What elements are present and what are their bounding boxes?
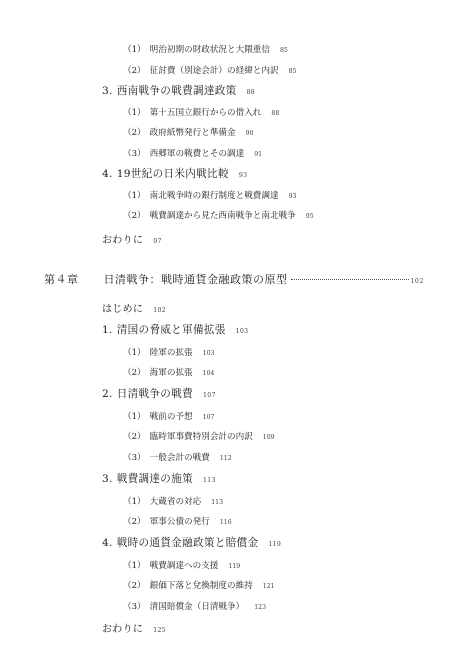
page-number: 102 bbox=[153, 307, 166, 314]
toc-subitem[interactable] bbox=[123, 579, 275, 591]
subitem-title: 明治初期の財政状況と大隈重信 bbox=[149, 45, 270, 55]
page-number: 91 bbox=[254, 151, 263, 158]
page-number: 109 bbox=[262, 434, 275, 441]
section-title: 戦時の通貨金融政策と賠償金 bbox=[116, 537, 259, 549]
subitem-title: 戦費調達への支援 bbox=[149, 561, 219, 571]
intro-title: はじめに bbox=[102, 304, 144, 315]
subitem-number: （3） bbox=[123, 149, 146, 159]
toc-closing[interactable] bbox=[102, 620, 166, 635]
subitem-number: （3） bbox=[123, 453, 146, 463]
subitem-title: 戦費調達から見た西南戦争と南北戦争 bbox=[149, 211, 296, 221]
toc-subitem[interactable] bbox=[123, 147, 262, 159]
closing-title: おわりに bbox=[102, 624, 144, 635]
toc-subitem[interactable] bbox=[123, 600, 266, 612]
subitem-number: （2） bbox=[123, 66, 146, 76]
section-number: 1. bbox=[102, 324, 113, 336]
toc-subitem[interactable] bbox=[123, 451, 232, 463]
chapter-title: 日清戦争：戦時通貨金融政策の原型 bbox=[103, 273, 288, 286]
subitem-title: 戦前の予想 bbox=[149, 412, 193, 422]
subitem-title: 征討費（別途会計）の経緯と内訳 bbox=[149, 66, 279, 76]
toc-subitem[interactable] bbox=[123, 43, 288, 55]
page-number: 88 bbox=[246, 89, 256, 96]
toc-section[interactable] bbox=[102, 166, 247, 181]
section-number: 4. bbox=[102, 168, 113, 180]
toc-subitem[interactable] bbox=[123, 346, 214, 358]
page-number: 107 bbox=[202, 414, 215, 421]
page-number: 119 bbox=[228, 563, 241, 570]
section-title: 戦費調達の施策 bbox=[116, 473, 193, 485]
chapter-label: 第４章 bbox=[44, 273, 79, 286]
toc-subitem[interactable] bbox=[123, 106, 279, 118]
toc-intro[interactable] bbox=[102, 300, 166, 315]
section-number: 2. bbox=[102, 388, 113, 400]
page-number: 104 bbox=[202, 370, 215, 377]
subitem-title: 西郷軍の戦費とその調達 bbox=[149, 149, 245, 159]
subitem-number: （2） bbox=[123, 517, 146, 527]
subitem-title: 政府紙幣発行と準備金 bbox=[149, 128, 236, 138]
toc-section[interactable] bbox=[102, 83, 255, 98]
subitem-title: 清国賠償金（日清戦争） bbox=[149, 602, 245, 612]
page-number: 112 bbox=[219, 455, 232, 462]
subitem-title: 一般会計の戦費 bbox=[149, 453, 210, 463]
subitem-title: 大蔵省の対応 bbox=[149, 497, 202, 507]
section-title: 清国の脅威と軍備拡張 bbox=[116, 324, 226, 336]
subitem-title: 軍事公債の発行 bbox=[149, 517, 210, 527]
subitem-title: 陸軍の拡張 bbox=[149, 348, 193, 358]
subitem-number: （1） bbox=[123, 497, 146, 507]
subitem-number: （1） bbox=[123, 108, 146, 118]
page-number: 85 bbox=[279, 47, 288, 54]
subitem-number: （1） bbox=[123, 191, 146, 201]
leader-dots bbox=[291, 278, 409, 280]
subitem-title: 海軍の拡張 bbox=[149, 368, 193, 378]
subitem-number: （1） bbox=[123, 45, 146, 55]
section-number: 3. bbox=[102, 473, 113, 485]
page-number: 119 bbox=[268, 541, 282, 548]
page-number: 125 bbox=[153, 627, 166, 634]
toc-subitem[interactable] bbox=[123, 126, 253, 138]
toc-subitem[interactable] bbox=[123, 64, 296, 76]
section-title: 19世紀の日米内戦比較 bbox=[116, 168, 229, 180]
page-number: 97 bbox=[153, 238, 162, 245]
subitem-number: （1） bbox=[123, 412, 146, 422]
page-number: 88 bbox=[271, 110, 280, 117]
toc-subitem[interactable] bbox=[123, 189, 296, 201]
page-number: 102 bbox=[410, 278, 424, 285]
page-number: 103 bbox=[235, 328, 249, 335]
toc-section[interactable] bbox=[102, 471, 216, 486]
toc-subitem[interactable] bbox=[123, 209, 314, 221]
page-number: 93 bbox=[288, 193, 297, 200]
toc-subitem[interactable] bbox=[123, 559, 240, 571]
subitem-title: 銀価下落と兌換制度の維持 bbox=[149, 581, 253, 591]
toc-section[interactable] bbox=[102, 322, 248, 337]
subitem-title: 南北戦争時の銀行制度と戦費調達 bbox=[149, 191, 279, 201]
subitem-title: 臨時軍事費特別会計の内訳 bbox=[149, 432, 253, 442]
subitem-number: （1） bbox=[123, 348, 146, 358]
toc-subitem[interactable] bbox=[123, 366, 214, 378]
subitem-title: 第十五国立銀行からの借入れ bbox=[149, 108, 262, 118]
subitem-number: （2） bbox=[123, 211, 146, 221]
section-title: 日清戦争の戦費 bbox=[116, 388, 193, 400]
subitem-number: （2） bbox=[123, 581, 146, 591]
page-number: 93 bbox=[238, 172, 248, 179]
section-title: 西南戦争の戦費調達政策 bbox=[116, 85, 237, 97]
page-number: 85 bbox=[288, 68, 297, 75]
page-number: 121 bbox=[262, 583, 275, 590]
page-number: 113 bbox=[211, 499, 224, 506]
toc-chapter[interactable] bbox=[44, 271, 424, 287]
subitem-number: （2） bbox=[123, 128, 146, 138]
page-number: 103 bbox=[202, 350, 215, 357]
toc-section[interactable] bbox=[102, 386, 216, 401]
toc-subitem[interactable] bbox=[123, 410, 214, 422]
page-number: 90 bbox=[245, 130, 254, 137]
subitem-number: （2） bbox=[123, 432, 146, 442]
page-number: 123 bbox=[254, 604, 267, 611]
subitem-number: （2） bbox=[123, 368, 146, 378]
toc-subitem[interactable] bbox=[123, 430, 275, 442]
toc-closing[interactable] bbox=[102, 231, 162, 246]
closing-title: おわりに bbox=[102, 235, 144, 246]
page-number: 116 bbox=[219, 519, 232, 526]
page-number: 113 bbox=[202, 477, 216, 484]
toc-subitem[interactable] bbox=[123, 495, 223, 507]
page-number: 107 bbox=[202, 392, 216, 399]
subitem-number: （3） bbox=[123, 602, 146, 612]
page-number: 95 bbox=[305, 213, 314, 220]
toc-section[interactable] bbox=[102, 535, 281, 550]
subitem-number: （1） bbox=[123, 561, 146, 571]
toc-subitem[interactable] bbox=[123, 515, 232, 527]
section-number: 3. bbox=[102, 85, 113, 97]
section-number: 4. bbox=[102, 537, 113, 549]
